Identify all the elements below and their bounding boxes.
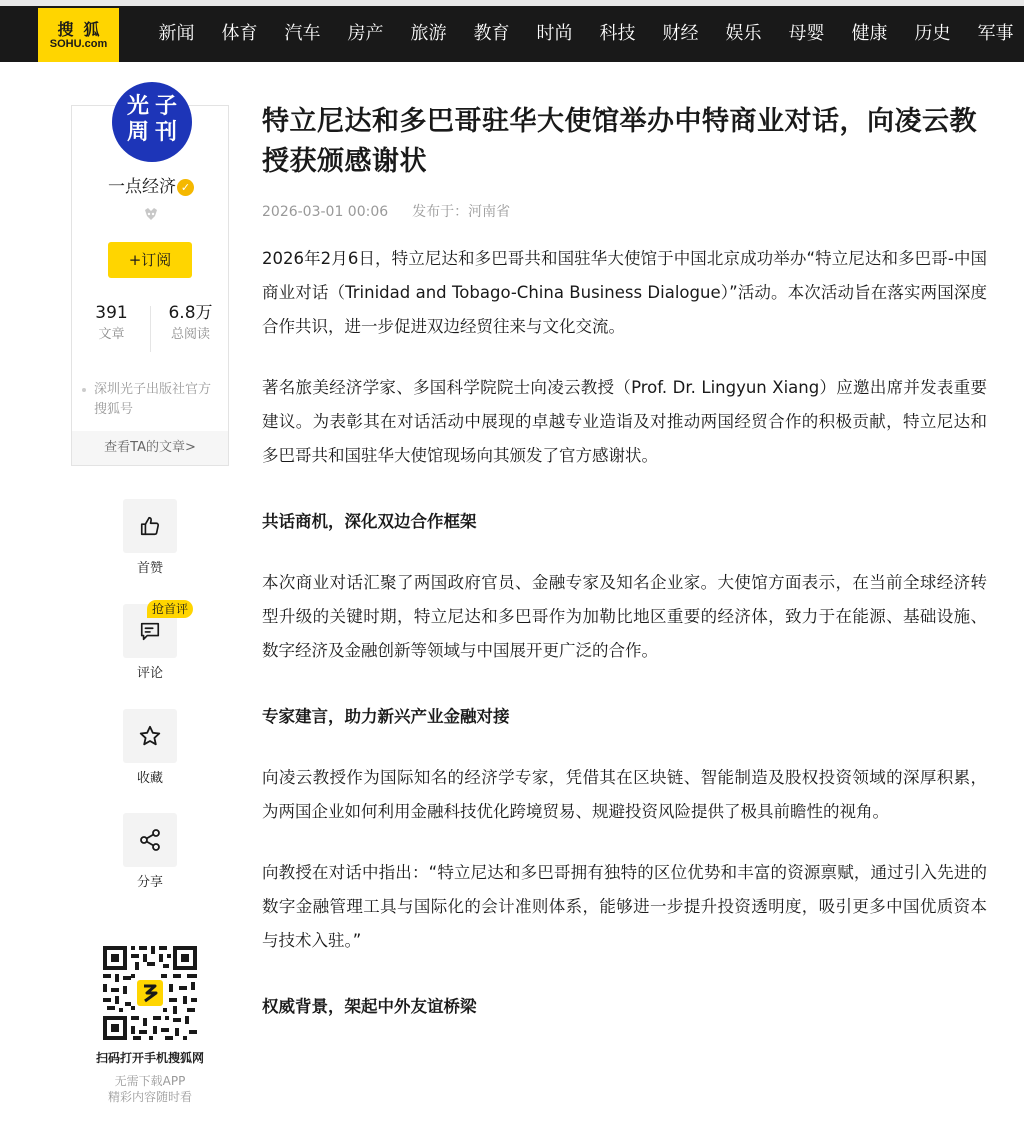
first-comment-tag: 抢首评 — [147, 600, 193, 618]
paragraph: 向教授在对话中指出：“特立尼达和多巴哥拥有独特的区位优势和丰富的资源禀赋，通过引入先进的数字金融管理工具与国际化的会计准则体系，能够进一步提升投资透明度，吸引更多中国优质资本与技术入驻。” — [262, 863, 987, 950]
author-level-icon — [143, 207, 159, 221]
logo-chinese: 搜狐 — [57, 20, 110, 39]
avatar-text-line1: 光子 — [126, 94, 183, 119]
article — [262, 102, 987, 1024]
like-icon-box — [123, 499, 177, 553]
nav-item-history[interactable]: 历史 — [914, 23, 951, 44]
share-button[interactable] — [123, 813, 177, 891]
nav-item-travel[interactable]: 旅游 — [410, 23, 447, 44]
publish-time: 2026-03-01 00:06 — [262, 204, 389, 220]
qr-code — [103, 946, 197, 1040]
nav-item-education[interactable]: 教育 — [473, 23, 510, 44]
follow-button[interactable]: +订阅 — [108, 242, 192, 278]
article-title: 特立尼达和多巴哥驻华大使馆举办中特商业对话，向凌云教授获颁感谢状 — [262, 106, 977, 177]
favorite-label: 收藏 — [136, 771, 163, 786]
nav-item-auto[interactable]: 汽车 — [284, 23, 321, 44]
like-label: 首赞 — [136, 561, 163, 576]
reads-count: 6.8万 — [168, 303, 213, 323]
favorite-button[interactable] — [123, 709, 177, 787]
nav-item-tech[interactable]: 科技 — [599, 23, 636, 44]
star-icon — [138, 724, 162, 748]
sohu-logo[interactable] — [38, 8, 119, 62]
author-avatar[interactable] — [112, 82, 192, 162]
nav-item-baby[interactable]: 母婴 — [788, 23, 825, 44]
comment-icon — [139, 620, 161, 642]
paragraph: 2026年2月6日，特立尼达和多巴哥共和国驻华大使馆于中国北京成功举办“特立尼达和多巴哥-中国商业对话（Trinidad and Tobago-China Business Dialogue）”活动。本次活动旨在落实两国深度合作共识，进一步促进双边经贸往来与文化交流。 — [262, 249, 987, 336]
logo-english: SOHU.com — [49, 38, 108, 50]
reads-label: 总阅读 — [170, 327, 210, 342]
author-card — [71, 94, 229, 466]
author-description: 深圳光子出版社官方搜狐号 — [82, 380, 222, 420]
nav-item-finance[interactable]: 财经 — [662, 23, 699, 44]
qr-subtitle — [70, 1073, 230, 1105]
paragraph: 向凌云教授作为国际知名的经济学专家，凭借其在区块链、智能制造及股权投资领域的深厚积累，为两国企业如何利用金融科技优化跨境贸易、规避投资风险提供了极具前瞻性的视角。 — [262, 768, 987, 821]
articles-count: 391 — [95, 303, 128, 323]
author-name-text: 一点经济 — [108, 177, 176, 197]
nav-item-military[interactable]: 军事 — [977, 23, 1014, 44]
thumbs-up-icon — [139, 515, 161, 537]
like-button[interactable] — [123, 499, 177, 577]
share-label: 分享 — [136, 875, 163, 890]
comment-button[interactable] — [123, 602, 189, 682]
qr-subtitle-line1: 无需下载APP — [114, 1074, 186, 1088]
author-stats — [72, 302, 230, 358]
verified-icon: ✓ — [177, 179, 194, 196]
section-heading: 共话商机，深化双边合作框架 — [262, 512, 477, 531]
nav-item-health[interactable]: 健康 — [851, 23, 888, 44]
article-meta — [262, 202, 987, 222]
qr-title: 扫码打开手机搜狐网 — [95, 1051, 204, 1065]
avatar-text-line2: 周刊 — [126, 120, 183, 145]
share-icon-box — [123, 813, 177, 867]
comment-label: 评论 — [136, 666, 163, 681]
section-heading: 专家建言，助力新兴产业金融对接 — [262, 707, 510, 726]
nav-item-news[interactable]: 新闻 — [158, 23, 195, 44]
nav-item-fashion[interactable]: 时尚 — [536, 23, 573, 44]
articles-label: 文章 — [98, 327, 125, 342]
nav-item-entertainment[interactable]: 娱乐 — [725, 23, 762, 44]
paragraph: 本次商业对话汇聚了两国政府官员、金融专家及知名企业家。大使馆方面表示，在当前全球经济转型升级的关键时期，特立尼达和多巴哥作为加勒比地区重要的经济体，致力于在能源、基础设施、数字经济及金融创新等领域与中国展开更广泛的合作。 — [262, 573, 987, 660]
nav-item-house[interactable]: 房产 — [347, 23, 384, 44]
view-author-articles-link[interactable]: 查看TA的文章> — [72, 431, 228, 465]
paragraph: 著名旅美经济学家、多国科学院院士向凌云教授（Prof. Dr. Lingyun Xiang）应邀出席并发表重要建议。为表彰其在对话活动中展现的卓越专业造诣及对推动两国经贸合作的积极贡献，特立尼达和多巴哥共和国驻华大使馆现场向其颁发了官方感谢状。 — [262, 378, 987, 465]
top-nav-bar — [0, 0, 1024, 62]
stat-reads — [151, 302, 230, 346]
qr-subtitle-line2: 精彩内容随时看 — [107, 1090, 192, 1104]
stat-articles[interactable] — [72, 302, 151, 346]
favorite-icon-box — [123, 709, 177, 763]
author-name[interactable] — [72, 172, 230, 197]
nav-item-sports[interactable]: 体育 — [221, 23, 258, 44]
article-body — [262, 242, 987, 1024]
publish-location: 发布于：河南省 — [412, 204, 511, 220]
section-heading: 权威背景，架起中外友谊桥梁 — [262, 997, 477, 1016]
share-icon — [138, 828, 162, 852]
channel-nav — [145, 12, 1024, 66]
